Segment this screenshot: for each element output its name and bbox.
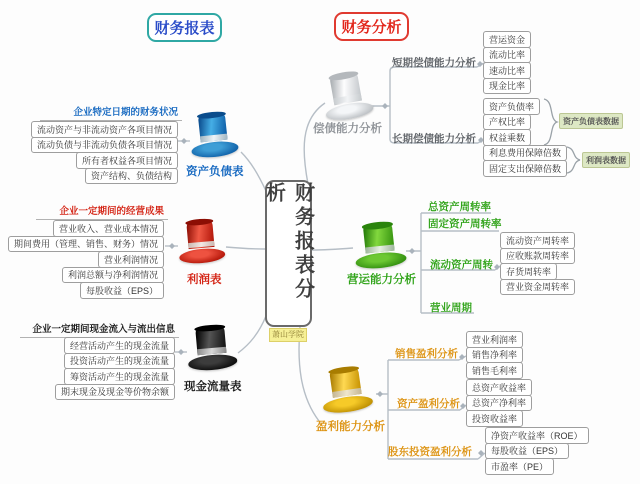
node-item: 利润总额与净利润情况 <box>62 267 164 284</box>
node-item: 经营活动产生的现金流量 <box>64 337 175 354</box>
branch-current-asset-turnover: 流动资产周转 <box>430 259 493 271</box>
balance-sheet-items <box>31 121 178 184</box>
node-item: 资产负债率 <box>483 98 540 115</box>
node-item: 总资产收益率 <box>466 379 532 396</box>
operating-hat-label: 营运能力分析 <box>347 274 416 286</box>
solvency-hat-label: 偿债能力分析 <box>313 123 382 135</box>
node-item: 期间费用（管理、销售、财务）情况 <box>8 236 164 253</box>
brace-income-data-icon <box>567 147 580 173</box>
node-item: 营业利润率 <box>466 331 523 348</box>
branch-long-term-solvency: 长期偿债能力分析 <box>392 133 476 145</box>
top-hat-green-icon <box>352 219 408 271</box>
branch-shareholder-profitability: 股东投资盈利分析 <box>388 446 472 458</box>
node-item: 筹资活动产生的现金流量 <box>64 368 175 385</box>
top-hat-white-icon <box>319 68 375 124</box>
node-item: 权益乘数 <box>483 129 531 146</box>
branch-short-term-solvency: 短期偿债能力分析 <box>392 57 476 69</box>
shareholder-profitability-items <box>485 427 589 475</box>
node-item: 存货周转率 <box>500 263 557 280</box>
node-item: 速动比率 <box>483 62 531 79</box>
node-item: 每股收益（EPS） <box>80 282 164 299</box>
root-node: 财务报表分析 <box>265 180 312 327</box>
profitability-hat-label: 盈利能力分析 <box>316 421 385 433</box>
top-hat-blue-icon <box>188 110 240 161</box>
node-item: 固定支出保障倍数 <box>483 160 567 177</box>
node-item: 应收账款周转率 <box>500 248 575 265</box>
note-balance-sheet-data: 资产负债表数据 <box>559 113 623 129</box>
income-statement-items <box>8 220 164 299</box>
center-to-operating-hat-line <box>312 248 353 250</box>
balance-sheet-hat-label: 资产负债表 <box>186 166 244 178</box>
node-item: 营运资金 <box>483 31 531 48</box>
node-item: 流动资产与非流动资产各项目情况 <box>31 121 178 138</box>
branch-fixed-asset-turnover: 固定资产周转率 <box>428 218 502 230</box>
income-statement-heading: 企业一定期间的经营成果 <box>36 203 168 220</box>
balance-sheet-heading: 企业特定日期的财务状况 <box>40 104 182 121</box>
node-item: 营业利润情况 <box>98 251 164 268</box>
branch-asset-profitability: 资产盈利分析 <box>397 398 460 410</box>
short-term-solvency-items <box>483 31 531 94</box>
node-item: 每股收益（EPS） <box>485 443 569 460</box>
node-item: 投资活动产生的现金流量 <box>64 353 175 370</box>
center-to-solvency-hat-line <box>304 103 325 184</box>
node-item: 流动资产周转率 <box>500 232 575 249</box>
cash-flow-heading: 企业一定期间现金流入与流出信息 <box>20 321 179 338</box>
sales-profitability-items <box>466 331 523 379</box>
node-item: 总资产净利率 <box>466 395 532 412</box>
node-item: 期末现金及现金等价物余额 <box>55 384 175 401</box>
node-item: 产权比率 <box>483 114 531 131</box>
node-item: 所有者权益各项目情况 <box>76 152 178 169</box>
node-item: 流动负债与非流动负债各项目情况 <box>31 137 178 154</box>
top-hat-red-icon <box>176 217 226 266</box>
top-hat-yellow-icon <box>318 364 374 417</box>
asset-profitability-items <box>466 379 532 427</box>
current-asset-turnover-items <box>500 232 575 295</box>
node-item: 利息费用保障倍数 <box>483 145 567 162</box>
branch-total-asset-turnover: 总资产周转率 <box>428 201 491 213</box>
note-income-statement-data: 利润表数据 <box>582 152 630 168</box>
node-item: 资产结构、负债结构 <box>85 168 178 185</box>
node-item: 净资产收益率（ROE） <box>485 427 589 444</box>
node-item: 销售净利率 <box>466 347 523 364</box>
long-term-solvency-items <box>483 98 567 177</box>
node-item: 市盈率（PE） <box>485 458 554 475</box>
header-financial-analysis: 财务分析 <box>334 12 409 41</box>
cash-flow-items <box>55 337 175 400</box>
watermark-label: 萧山学院 <box>269 328 307 342</box>
node-item: 现金比率 <box>483 78 531 95</box>
top-hat-black-icon <box>185 323 238 373</box>
branch-sales-profitability: 销售盈利分析 <box>395 348 458 360</box>
node-item: 销售毛利率 <box>466 362 523 379</box>
header-financial-statements: 财务报表 <box>147 13 222 42</box>
income-statement-hat-label: 利润表 <box>187 274 222 286</box>
node-item: 营业资金周转率 <box>500 279 575 296</box>
node-item: 流动比率 <box>483 47 531 64</box>
node-item: 营业收入、营业成本情况 <box>53 220 164 237</box>
cash-flow-hat-label: 现金流量表 <box>184 381 242 393</box>
branch-operating-cycle: 营业周期 <box>430 302 472 314</box>
node-item: 投资收益率 <box>466 410 523 427</box>
